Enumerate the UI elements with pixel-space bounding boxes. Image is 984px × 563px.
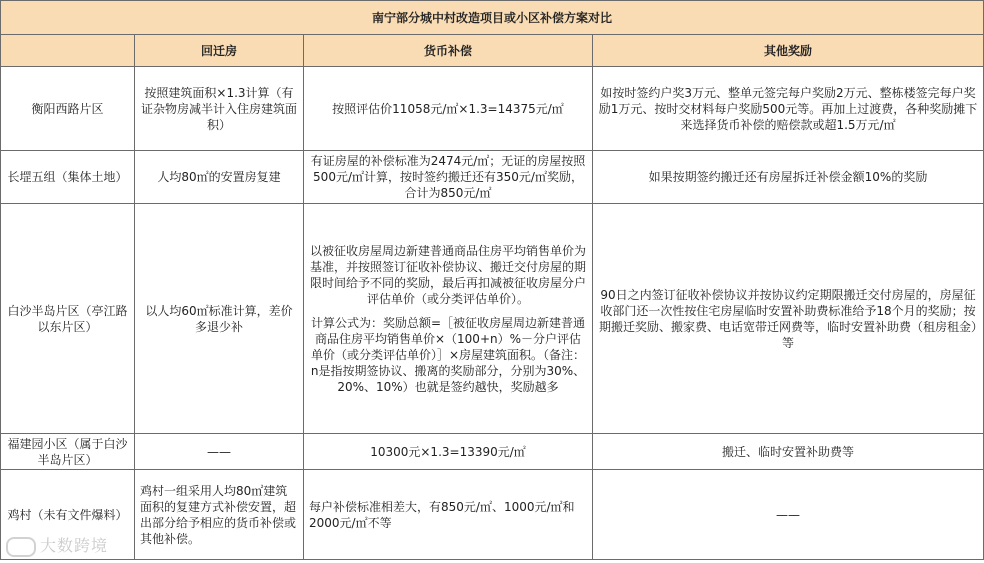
- header-relocation: 回迁房: [135, 35, 304, 67]
- watermark-icon: [6, 537, 36, 557]
- table-row: [1, 470, 984, 560]
- row-area: 福建园小区（属于白沙半岛片区）: [1, 434, 135, 470]
- header-row: [1, 35, 984, 67]
- table-row: [1, 434, 984, 470]
- row-relocation: ——: [135, 434, 304, 470]
- row-area: 长堽五组（集体土地）: [1, 151, 135, 204]
- table-row: [1, 204, 984, 434]
- row-relocation: 按照建筑面积×1.3计算（有证杂物房减半计入住房建筑面积）: [135, 67, 304, 151]
- table-row: [1, 67, 984, 151]
- watermark-text: 大数跨境: [40, 536, 109, 555]
- row-relocation: 人均80㎡的安置房复建: [135, 151, 304, 204]
- row-other: 如按时签约户奖3万元、整单元签完每户奖励2万元、整栋楼签完每户奖励1万元、按时交材料每户奖励500元等。再加上过渡费，各种奖励摊下来选择货币补偿的赔偿款或超1.5万元/㎡: [593, 67, 984, 151]
- table-title-row: [1, 1, 984, 35]
- row-relocation: 以人均60㎡标准计算，差价多退少补: [135, 204, 304, 434]
- table-row: [1, 151, 984, 204]
- watermark-logo: [6, 533, 108, 557]
- monetary-formula: 计算公式为：奖励总额=［被征收房屋周边新建普通商品住房平均销售单价×（100+n）%－分户评估单价（或分类评估单价）］×房屋建筑面积。（备注：n是指按期签协议、搬离的奖励部分，分别为30%、20%、10%）也就是签约越快，奖励越多: [310, 315, 586, 394]
- row-area: 衡阳西路片区: [1, 67, 135, 151]
- row-monetary: 有证房屋的补偿标准为2474元/㎡；无证的房屋按照500元/㎡计算，按时签约搬迁还有350元/㎡奖励，合计为850元/㎡: [304, 151, 593, 204]
- header-other: 其他奖励: [593, 35, 984, 67]
- row-monetary: 按照评估价11058元/㎡×1.3=14375元/㎡: [304, 67, 593, 151]
- header-area: [1, 35, 135, 67]
- row-other: 90日之内签订征收补偿协议并按协议约定期限搬迁交付房屋的，房屋征收部门还一次性按住宅房屋临时安置补助费标准给予18个月的奖励；按期搬迁奖励、搬家费、电话宽带迁网费等，临时安置补助费（租房租金）等: [593, 204, 984, 434]
- row-relocation: 鸡村一组采用人均80㎡建筑面积的复建方式补偿安置，超出部分给予相应的货币补偿或其他补偿。: [135, 470, 304, 560]
- monetary-paragraph: 以被征收房屋周边新建普通商品住房平均销售单价为基准，并按照签订征收补偿协议、搬迁交付房屋的期限时间给予不同的奖励，最后再扣减被征收房屋分户评估单价（或分类评估单价）。: [309, 243, 586, 306]
- row-monetary: 每户补偿标准相差大，有850元/㎡、1000元/㎡和2000元/㎡不等: [304, 470, 593, 560]
- row-monetary-cell: [304, 204, 593, 434]
- row-other: ——: [593, 470, 984, 560]
- row-area: 白沙半岛片区（亭江路以东片区）: [1, 204, 135, 434]
- row-monetary: 10300元×1.3=13390元/㎡: [304, 434, 593, 470]
- table-title: 南宁部分城中村改造项目或小区补偿方案对比: [1, 1, 984, 35]
- header-monetary: 货币补偿: [304, 35, 593, 67]
- row-other: 如果按期签约搬迁还有房屋拆迁补偿金额10%的奖励: [593, 151, 984, 204]
- row-area: 鸡村（未有文件爆料）: [1, 470, 135, 560]
- row-other: 搬迁、临时安置补助费等: [593, 434, 984, 470]
